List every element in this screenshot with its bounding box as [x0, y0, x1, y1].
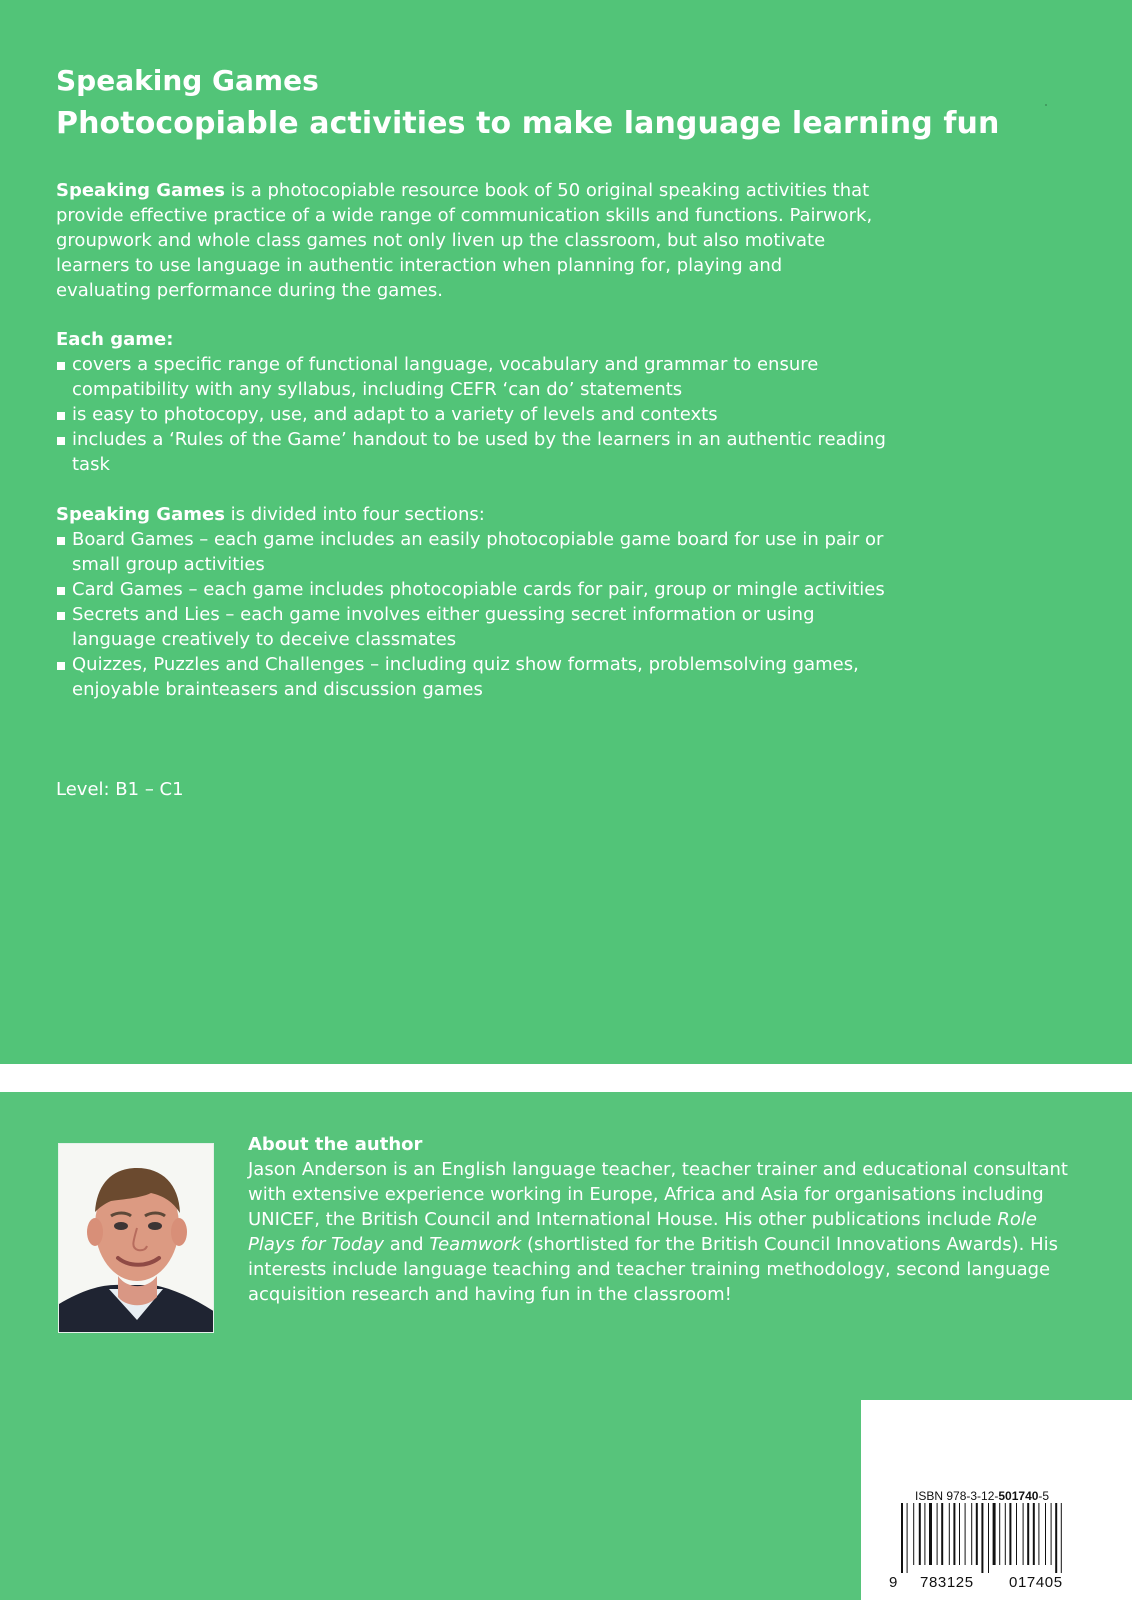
barcode-bar: [919, 1503, 921, 1565]
barcode-bar: [1045, 1503, 1046, 1565]
white-divider-band: [0, 1064, 1132, 1092]
barcode-bars: [901, 1503, 1062, 1573]
barcode-digit-lead: 9: [889, 1574, 898, 1591]
barcode-bar: [971, 1503, 972, 1565]
barcode-bar: [1033, 1503, 1035, 1565]
barcode-bar: [941, 1503, 943, 1565]
barcode-bar: [988, 1503, 989, 1573]
barcode-bar: [1023, 1503, 1024, 1565]
intro-text: is a photocopiable resource book of 50 original speaking activities that provide effective practice of a wide range of communication skills and functions. Pairwork, groupwork and whole class games not only liven up the classroom, but also motivate learners to use language in authentic interaction when planning for, playing and evaluating performance during the games.: [56, 180, 873, 301]
list-item-text: is easy to photocopy, use, and adapt to a variety of levels and contexts: [72, 404, 718, 425]
each-game-heading: Each game:: [56, 329, 174, 350]
barcode-bar: [959, 1503, 960, 1565]
sections-list: [56, 527, 886, 702]
list-item: [56, 402, 886, 427]
barcode-bar: [1009, 1503, 1011, 1565]
barcode-bar: [1027, 1503, 1029, 1565]
barcode-bar: [901, 1503, 903, 1573]
tiny-print-speck: [1045, 104, 1047, 106]
barcode-bar: [1038, 1503, 1039, 1565]
list-item: [56, 527, 886, 577]
isbn-label: [915, 1488, 1095, 1504]
list-item-text: Quizzes, Puzzles and Challenges – including quiz show formats, problemsolving games, enjoyable brainteasers and discussion games: [72, 654, 859, 700]
list-item-text: includes a ‘Rules of the Game’ handout to be used by the learners in an authentic reading task: [72, 429, 886, 475]
list-item-text: Card Games – each game includes photocopiable cards for pair, group or mingle activities: [72, 579, 885, 600]
list-item: [56, 577, 886, 602]
barcode-bar: [1055, 1503, 1057, 1573]
sections-bold-title: Speaking Games: [56, 504, 225, 525]
author-photo: [58, 1143, 214, 1333]
barcode-image: [889, 1503, 1109, 1593]
isbn-main: 501740: [998, 1489, 1039, 1503]
barcode-digits-right: 017405: [1009, 1574, 1063, 1591]
isbn-suffix: -5: [1038, 1489, 1050, 1503]
barcode-bar: [924, 1503, 925, 1565]
barcode-bar: [999, 1503, 1000, 1565]
author-bio-part1: Jason Anderson is an English language teacher, teacher trainer and educational consultant with extensive experience working in Europe, Africa and Asia for organisations including UNICEF, the British Council and International House. His other publications include: [248, 1159, 1068, 1230]
author-book-title-role-plays: Role Plays for Today: [248, 1209, 1037, 1255]
barcode-box: [861, 1400, 1132, 1600]
barcode-bar: [907, 1503, 908, 1573]
author-portrait-image: [59, 1144, 214, 1333]
list-item: [56, 602, 886, 652]
book-subtitle: Photocopiable activities to make language learning fun: [56, 106, 1000, 141]
barcode-bar: [981, 1503, 983, 1573]
sections-intro: [56, 502, 485, 527]
author-bio-part3: (shortlisted for the British Council Innovations Awards). His interests include language teaching and teacher training methodology, second language acquisition research and having fun in the classroom!: [248, 1234, 1059, 1305]
barcode-bar: [976, 1503, 978, 1565]
author-book-title-teamwork: Teamwork: [429, 1234, 522, 1255]
barcode-bar: [1005, 1503, 1006, 1565]
list-item-text: Board Games – each game includes an easily photocopiable game board for use in pair or small group activities: [72, 529, 884, 575]
barcode-bar: [949, 1503, 950, 1565]
author-bio-part2: and: [384, 1234, 430, 1255]
barcode-bar: [913, 1503, 914, 1565]
about-author-text: [248, 1157, 1068, 1307]
barcode-bar: [937, 1503, 938, 1565]
barcode-bar: [953, 1503, 955, 1565]
sections-intro-text: is divided into four sections:: [224, 504, 485, 525]
book-title: Speaking Games: [56, 64, 319, 97]
list-item-text: Secrets and Lies – each game involves either guessing secret information or using language creatively to deceive classmates: [72, 604, 815, 650]
intro-paragraph: [56, 178, 876, 303]
level-label: Level: B1 – C1: [56, 779, 184, 800]
about-author-heading: About the author: [248, 1134, 423, 1155]
barcode-bar: [965, 1503, 966, 1565]
barcode-bar: [1051, 1503, 1052, 1565]
list-item: [56, 652, 886, 702]
barcode-digits-left: 783125: [920, 1574, 974, 1591]
intro-bold-title: Speaking Games: [56, 180, 225, 201]
barcode-bar: [993, 1503, 996, 1565]
each-game-list: [56, 352, 886, 477]
barcode-bar: [929, 1503, 932, 1565]
list-item: [56, 427, 886, 477]
list-item-text: covers a specific range of functional language, vocabulary and grammar to ensure compatibility with any syllabus, including CEFR ‘can do’ statements: [72, 354, 819, 400]
isbn-prefix: ISBN 978-3-12-: [915, 1489, 999, 1503]
barcode-bar: [1016, 1503, 1017, 1565]
barcode-bar: [1061, 1503, 1062, 1573]
list-item: [56, 352, 886, 402]
